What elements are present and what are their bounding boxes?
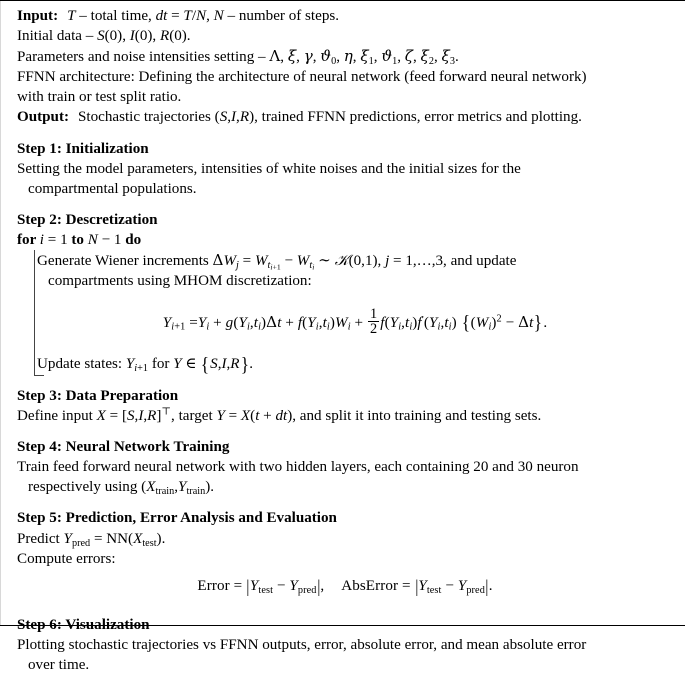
- algorithm-body: [0, 1, 685, 679]
- spacer: [17, 426, 673, 437]
- step-1-line-1: Setting the model parameters, intensities of white noises and the initial sizes for the: [17, 160, 521, 177]
- parameters-prefix: Parameters and noise intensities setting –: [17, 49, 266, 66]
- error-equations: Error = $|Y_{test} - Y_{pred}|$, AbsError = $|Y_{test} - Y_{pred}|$.: [197, 575, 493, 596]
- step-6-heading: Step 6: Visualization: [17, 617, 150, 634]
- step-5-compute-errors-line: Compute errors:: [17, 550, 116, 567]
- update-states-pre: Update states:: [37, 356, 123, 373]
- for-start: 1: [60, 231, 68, 248]
- output-text-post: , trained FFNN predictions, error metrics and plotting.: [254, 109, 582, 126]
- step-2-heading: Step 2: Descretization: [17, 211, 158, 228]
- step-3-heading: Step 3: Data Preparation: [17, 388, 179, 404]
- spacer: [17, 128, 673, 139]
- output-line: Output: Stochastic trajectories (S,I,R), trained FFNN predictions, error metrics and plotting.: [17, 109, 582, 126]
- for-keyword: for: [17, 231, 36, 248]
- step-5-predict-line: Predict $Y_{pred} = NN(X_{test})$.: [17, 530, 166, 549]
- spacer: [17, 199, 673, 210]
- abserror-label: AbsError: [341, 577, 399, 594]
- ffnn-architecture-line-2: with train or test split ratio.: [17, 89, 182, 106]
- output-label: Output:: [17, 109, 70, 126]
- predict-pre: Predict: [17, 530, 60, 547]
- ffnn-architecture-line-1: FFNN architecture: Defining the architecture of neural network (feed forward neural network): [17, 69, 587, 86]
- spacer: [37, 291, 673, 307]
- for-loop-rule: [34, 250, 44, 376]
- step-4-heading: Step 4: Neural Network Training: [17, 439, 230, 456]
- input-label: Input:: [17, 8, 59, 24]
- output-text-pre: Stochastic trajectories: [78, 109, 211, 126]
- wiener-pre: Generate Wiener increments: [37, 253, 209, 270]
- step-6-line-1: Plotting stochastic trajectories vs FFNN outputs, error, absolute error, and mean absolute error: [17, 637, 587, 654]
- step-4-line-1: Train feed forward neural network with two hidden layers, each containing 20 and 30 neuron: [17, 459, 579, 476]
- wiener-line-1: Generate Wiener increments $\Delta W_j = W_{ti+1} - W_{ti}$ ∼ 𝒦(0,1), j = 1,…,3, and update: [37, 251, 517, 272]
- step-3-mid: , target: [171, 408, 213, 425]
- initial-data-line: Initial data – S(0), I(0), R(0).: [17, 28, 191, 45]
- step-3-post: , and split it into training and testing sets.: [292, 408, 542, 425]
- parameters-line: Parameters and noise intensities setting – Λ, ξ, γ, $ϑ_0$, η, $\xi_1$, $ϑ_1$, ζ, $\xi_2$, $\xi_3$.: [17, 47, 459, 68]
- for-do: do: [125, 231, 142, 248]
- spacer: [17, 375, 673, 386]
- initial-data-prefix: Initial data –: [17, 28, 94, 45]
- error-label: Error: [197, 577, 230, 594]
- step-1-line-2: compartmental populations.: [28, 180, 197, 197]
- step-4-line-2: respectively using $(X_{train},Y_{train})$.: [28, 479, 215, 498]
- step-4-line-2-pre: respectively using: [28, 479, 138, 496]
- update-states-mid: for: [151, 356, 170, 373]
- step-3-line-1: Define input X = [S,I,R]⊤, target Y = X(t + dt), and split it into training and testing sets.: [17, 406, 542, 425]
- spacer: [17, 569, 673, 576]
- mhom-discretization-equation: $Y_{i+1} =Y_i + g(Y_i,t_i)\Delta t + f(Y_i,t_i)W_i$ + $\frac{1}{2}$ $f(Y_i,t_i)f'(Y_i,t_i) \{(W_i)^2 - \Delta t\}$.: [162, 305, 548, 338]
- step-2-for-line: for i = 1 to N − 1 do: [17, 231, 142, 248]
- wiener-line-2: compartments using MHOM discretization:: [48, 273, 312, 290]
- step-5-heading: Step 5: Prediction, Error Analysis and Evaluation: [17, 510, 337, 527]
- input-line: Input: T – total time, dt = T/N, N – number of steps.: [17, 8, 340, 24]
- spacer: [37, 337, 673, 354]
- for-loop-body: [17, 250, 673, 375]
- spacer: [17, 596, 673, 607]
- spacer: [17, 607, 673, 615]
- wiener-post: and update: [450, 253, 517, 270]
- for-to: to: [71, 231, 84, 248]
- spacer: [17, 497, 673, 508]
- update-states-line: Update states: $Y_{i+1}$ for Y ∈ {S,I,R}.: [37, 353, 254, 376]
- step-1-heading: Step 1: Initialization: [17, 140, 149, 157]
- for-var: i: [39, 231, 44, 248]
- for-loop-content: [17, 250, 673, 375]
- step-6-line-2: over time.: [28, 657, 90, 674]
- step-3-pre: Define input: [17, 408, 93, 425]
